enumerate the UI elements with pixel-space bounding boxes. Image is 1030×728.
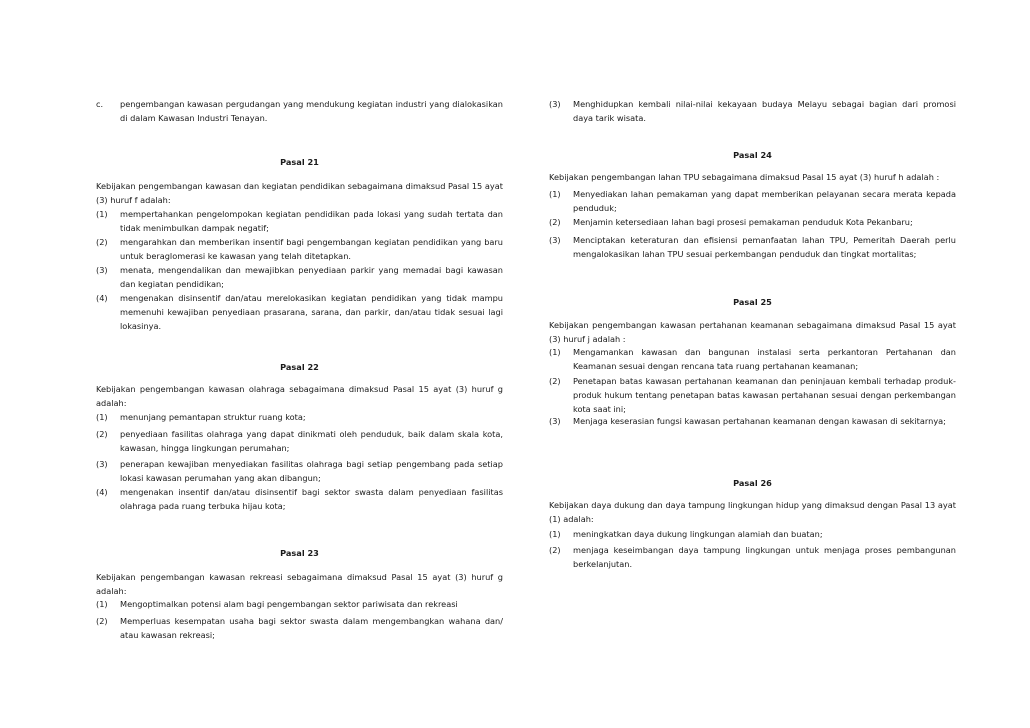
- pasal-25-intro: Kebijakan pengembangan kawasan pertahanan keamanan sebagaimana dimaksud Pasal 15 ayat (3) huruf j adalah :: [549, 320, 956, 344]
- item-text: menjaga keseimbangan daya tampung lingkungan untuk menjaga proses pembangunan berkelanjutan.: [573, 545, 956, 569]
- item-text: meningkatkan daya dukung lingkungan alamiah dan buatan;: [573, 529, 823, 539]
- item-number: c.: [96, 99, 104, 109]
- pasal-26-title: Pasal 26: [733, 478, 772, 488]
- item-text: Mengamankan kawasan dan bangunan instalasi serta perkantoran Pertahanan dan Keamanan sesuai dengan rencana tata ruang pertahanan keamanan;: [573, 347, 956, 371]
- item-text: menunjang pemantapan struktur ruang kota;: [120, 412, 306, 422]
- item-number: (2): [549, 376, 561, 386]
- item-number: (3): [96, 459, 108, 469]
- list-item: [96, 457, 503, 485]
- list-item: [96, 207, 503, 235]
- pasal-25-title: Pasal 25: [733, 297, 772, 307]
- list-item: [96, 614, 503, 642]
- list-item: [549, 543, 956, 571]
- item-text: Memperluas kesempatan usaha bagi sektor swasta dalam mengembangkan wahana dan/ atau kawasan rekreasi;: [120, 616, 503, 640]
- pasal-21-title: Pasal 21: [280, 157, 319, 167]
- item-number: (2): [96, 616, 108, 626]
- item-text: mempertahankan pengelompokan kegiatan pendidikan pada lokasi yang sudah tertata dan tidak menimbulkan dampak negatif;: [120, 209, 503, 233]
- item-number: (4): [96, 293, 108, 303]
- list-item: [96, 485, 503, 513]
- list-item: [549, 215, 956, 229]
- list-item: [96, 427, 503, 455]
- item-number: (1): [96, 412, 108, 422]
- item-number: (3): [549, 99, 561, 109]
- item-text: Menciptakan keteraturan dan efisiensi pemanfaatan lahan TPU, Pemeritah Daerah perlu mengalokasikan lahan TPU sesuai perkembangan penduduk dan tingkat mortalitas;: [573, 235, 956, 259]
- pasal-22-intro: Kebijakan pengembangan kawasan olahraga sebagaimana dimaksud Pasal 15 ayat (3) huruf g adalah:: [96, 384, 503, 408]
- list-item: [549, 527, 956, 541]
- list-item: [549, 374, 956, 416]
- pasal-23-intro: Kebijakan pengembangan kawasan rekreasi sebagaimana dimaksud Pasal 15 ayat (3) huruf g adalah:: [96, 572, 503, 596]
- list-item: [549, 187, 956, 215]
- item-number: (4): [96, 487, 108, 497]
- list-item: [96, 263, 503, 291]
- item-text: penerapan kewajiban menyediakan fasilitas olahraga bagi setiap pengembang pada setiap lokasi kawasan perumahan yang akan dibangun;: [120, 459, 503, 483]
- pasal-24-title: Pasal 24: [733, 150, 772, 160]
- list-item: [549, 97, 956, 125]
- item-number: (3): [549, 416, 561, 426]
- list-item: [549, 345, 956, 373]
- item-number: (2): [96, 237, 108, 247]
- pasal-26-intro: Kebijakan daya dukung dan daya tampung lingkungan hidup yang dimaksud dengan Pasal 13 ayat (1) adalah:: [549, 500, 956, 524]
- item-number: (2): [549, 217, 561, 227]
- pasal-21-intro: Kebijakan pengembangan kawasan dan kegiatan pendidikan sebagaimana dimaksud Pasal 15 ayat (3) huruf f adalah:: [96, 181, 503, 205]
- pasal-24-intro: Kebijakan pengembangan lahan TPU sebagaimana dimaksud Pasal 15 ayat (3) huruf h adalah :: [549, 172, 940, 182]
- item-text: Penetapan batas kawasan pertahanan keamanan dan peninjauan kembali terhadap produk-produk hukum tentang penetapan batas kawasan pertahanan sesuai dengan perkembangan kota saat ini;: [573, 376, 956, 414]
- item-text: Mengoptimalkan potensi alam bagi pengembangan sektor pariwisata dan rekreasi: [120, 599, 458, 609]
- item-number: (1): [96, 599, 108, 609]
- item-text: Menyediakan lahan pemakaman yang dapat memberikan pelayanan secara merata kepada penduduk;: [573, 189, 956, 213]
- item-number: (1): [549, 189, 561, 199]
- item-number: (2): [96, 429, 108, 439]
- pasal-22-title: Pasal 22: [280, 362, 319, 372]
- item-text: mengenakan insentif dan/atau disinsentif bagi sektor swasta dalam penyediaan fasilitas olahraga pada ruang terbuka hijau kota;: [120, 487, 503, 511]
- item-text: Menjaga keserasian fungsi kawasan pertahanan keamanan dengan kawasan di sekitarnya;: [573, 416, 946, 426]
- list-item: [96, 597, 503, 611]
- item-number: (1): [96, 209, 108, 219]
- item-number: (3): [549, 235, 561, 245]
- item-text: Menghidupkan kembali nilai-nilai kekayaan budaya Melayu sebagai bagian dari promosi daya tarik wisata.: [573, 99, 956, 123]
- item-number: (3): [96, 265, 108, 275]
- item-text: penyediaan fasilitas olahraga yang dapat dinikmati oleh penduduk, baik dalam skala kota, kawasan, hingga lingkungan perumahan;: [120, 429, 503, 453]
- item-number: (1): [549, 529, 561, 539]
- list-item: [96, 291, 503, 333]
- item-text: menata, mengendalikan dan mewajibkan penyediaan parkir yang memadai bagi kawasan dan kegiatan pendidikan;: [120, 265, 503, 289]
- item-text: Menjamin ketersediaan lahan bagi prosesi pemakaman penduduk Kota Pekanbaru;: [573, 217, 913, 227]
- list-item: [96, 235, 503, 263]
- list-item: [96, 410, 503, 424]
- item-text: mengenakan disinsentif dan/atau merelokasikan kegiatan pendidikan yang tidak mampu memenuhi kewajiban penyediaan prasarana, sarana, dan parkir, dan/atau tidak sesuai lagi lokasinya.: [120, 293, 503, 331]
- item-text: pengembangan kawasan pergudangan yang mendukung kegiatan industri yang dialokasikan di dalam Kawasan Industri Tenayan.: [120, 99, 503, 123]
- pasal-23-title: Pasal 23: [280, 548, 319, 558]
- list-item: [96, 97, 503, 125]
- item-number: (2): [549, 545, 561, 555]
- list-item: [549, 414, 956, 428]
- list-item: [549, 233, 956, 261]
- item-text: mengarahkan dan memberikan insentif bagi pengembangan kegiatan pendidikan yang baru untuk beraglomerasi ke kawasan yang telah ditetapkan.: [120, 237, 503, 261]
- item-number: (1): [549, 347, 561, 357]
